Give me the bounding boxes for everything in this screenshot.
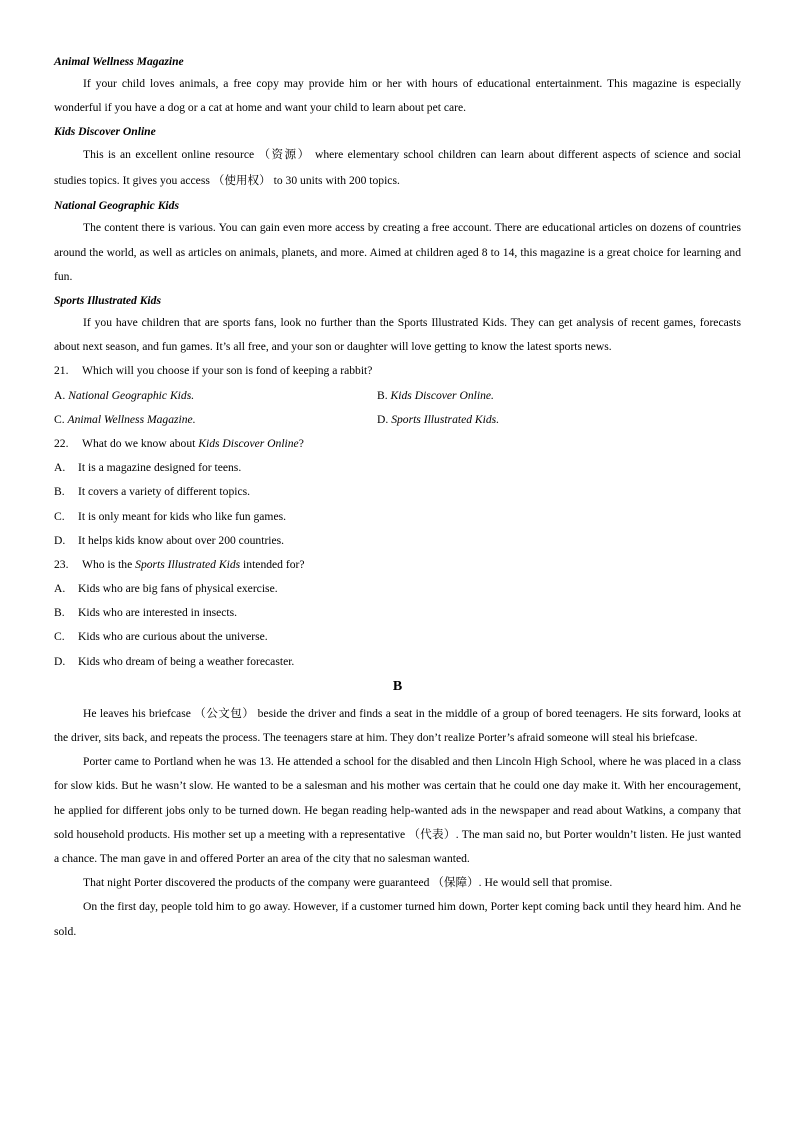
passage-paragraph: He leaves his briefcase （公文包） beside the driver and finds a seat in the middle of a group of bored teenagers. He sits forward, looks at the driver, sits back, and repeats the process. The teenagers stare at him. They don’t realize Porter’s afraid someone will steal his briefcase. <box>54 706 741 745</box>
option-text: It helps kids know about over 200 countries. <box>78 533 285 547</box>
section-b-title: B <box>392 678 403 694</box>
option-text: Kids who are big fans of physical exercise. <box>78 582 278 596</box>
section-b-passage <box>54 702 741 944</box>
question-stem <box>54 553 741 577</box>
item-title: Kids Discover Online <box>54 125 156 139</box>
options-row <box>54 408 741 432</box>
question-stem <box>54 359 741 383</box>
question-number: 22. <box>54 436 69 450</box>
option-d[interactable] <box>377 408 700 432</box>
option-text: Kids who are interested in insects. <box>78 606 238 620</box>
option-letter: A. <box>54 388 66 402</box>
option-letter: D. <box>54 654 66 668</box>
option-a[interactable] <box>54 456 741 480</box>
option-text: Kids who dream of being a weather forecaster. <box>78 654 295 668</box>
option-text: It covers a variety of different topics. <box>78 485 251 499</box>
option-text: Kids Discover Online. <box>390 388 494 402</box>
item-animal-wellness <box>54 52 741 120</box>
option-letter: D. <box>377 412 389 426</box>
item-kids-discover <box>54 122 741 194</box>
item-title: Animal Wellness Magazine <box>54 55 184 68</box>
item-title: Sports Illustrated Kids <box>54 294 161 308</box>
options-row <box>54 384 741 408</box>
option-c[interactable] <box>54 408 377 432</box>
item-title: National Geographic Kids <box>54 199 179 213</box>
item-sports-illustrated <box>54 291 741 359</box>
question-text-italic: Sports Illustrated Kids <box>135 557 241 571</box>
item-text: If you have children that are sports fans, look no further than the Sports Illustrated Kids. They can get analysis of recent games, forecasts about next season, and fun games. It’s all free, and your son or daughter will love getting to know the latest sports news. <box>54 316 741 354</box>
option-text: National Geographic Kids. <box>68 388 195 402</box>
option-c[interactable] <box>54 625 741 649</box>
option-d[interactable] <box>54 650 741 674</box>
item-text: The content there is various. You can gain even more access by creating a free account. There are educational articles on dozens of countries around the world, as well as articles on animals, planets, and more. Aimed at children aged 8 to 14, this magazine is a great choice for learning and fun. <box>54 221 741 283</box>
option-text: Sports Illustrated Kids. <box>391 412 500 426</box>
question-text: Which will you choose if your son is fond of keeping a rabbit? <box>82 364 373 378</box>
option-letter: B. <box>54 485 65 499</box>
option-text: Animal Wellness Magazine. <box>67 412 196 426</box>
item-national-geographic <box>54 196 741 289</box>
question-text-end: intended for? <box>240 557 305 571</box>
option-letter: A. <box>54 582 66 596</box>
option-text: It is only meant for kids who like fun games. <box>78 509 287 523</box>
option-letter: A. <box>54 461 66 475</box>
passage-paragraph: Porter came to Portland when he was 13. He attended a school for the disabled and then Lincoln High School, where he was placed in a class for slow kids. But he wasn’t slow. He wanted to be a salesman and his mother was certain that he could one day make it. With her encouragement, he applied for different jobs only to be turned down. He began reading help-wanted ads in the newspaper and read about Watkins, a company that sold household products. His mother set up a meeting with a representative （代表）. The man said no, but Porter wouldn’t listen. He just wanted a chance. The man gave in and offered Porter an area of the city that no salesman wanted. <box>54 755 741 866</box>
question-21 <box>54 359 741 432</box>
option-a[interactable] <box>54 384 377 408</box>
passage-paragraph: That night Porter discovered the products of the company were guaranteed （保障）. He would sell that promise. <box>83 876 613 890</box>
item-text: This is an excellent online resource （资源） where elementary school children can learn about different aspects of science and social studies topics. It gives you access （使用权） to 30 units with 200 topics. <box>54 148 741 188</box>
passage-paragraph: On the first day, people told him to go away. However, if a customer turned him down, Porter kept coming back until they heard him. And he sold. <box>54 900 741 938</box>
question-22 <box>54 432 741 553</box>
option-b[interactable] <box>54 480 741 504</box>
option-letter: C. <box>54 412 65 426</box>
question-text-end: ? <box>298 436 304 450</box>
option-letter: C. <box>54 630 65 644</box>
question-number: 21. <box>54 364 69 378</box>
option-letter: B. <box>377 388 388 402</box>
option-letter: B. <box>54 606 65 620</box>
option-d[interactable] <box>54 529 741 553</box>
question-text: What do we know about <box>82 436 199 450</box>
question-text: Who is the <box>82 557 136 571</box>
option-c[interactable] <box>54 505 741 529</box>
question-stem <box>54 432 741 456</box>
question-text-italic: Kids Discover Online <box>198 436 299 450</box>
option-letter: D. <box>54 533 66 547</box>
question-23 <box>54 553 741 674</box>
option-text: It is a magazine designed for teens. <box>78 461 242 475</box>
option-text: Kids who are curious about the universe. <box>78 630 268 644</box>
option-b[interactable] <box>54 601 741 625</box>
item-text: If your child loves animals, a free copy may provide him or her with hours of educational entertainment. This magazine is especially wonderful if you have a dog or a cat at home and want your child to learn about pet care. <box>54 77 741 115</box>
option-b[interactable] <box>377 384 700 408</box>
question-number: 23. <box>54 557 69 571</box>
option-letter: C. <box>54 509 65 523</box>
option-a[interactable] <box>54 577 741 601</box>
